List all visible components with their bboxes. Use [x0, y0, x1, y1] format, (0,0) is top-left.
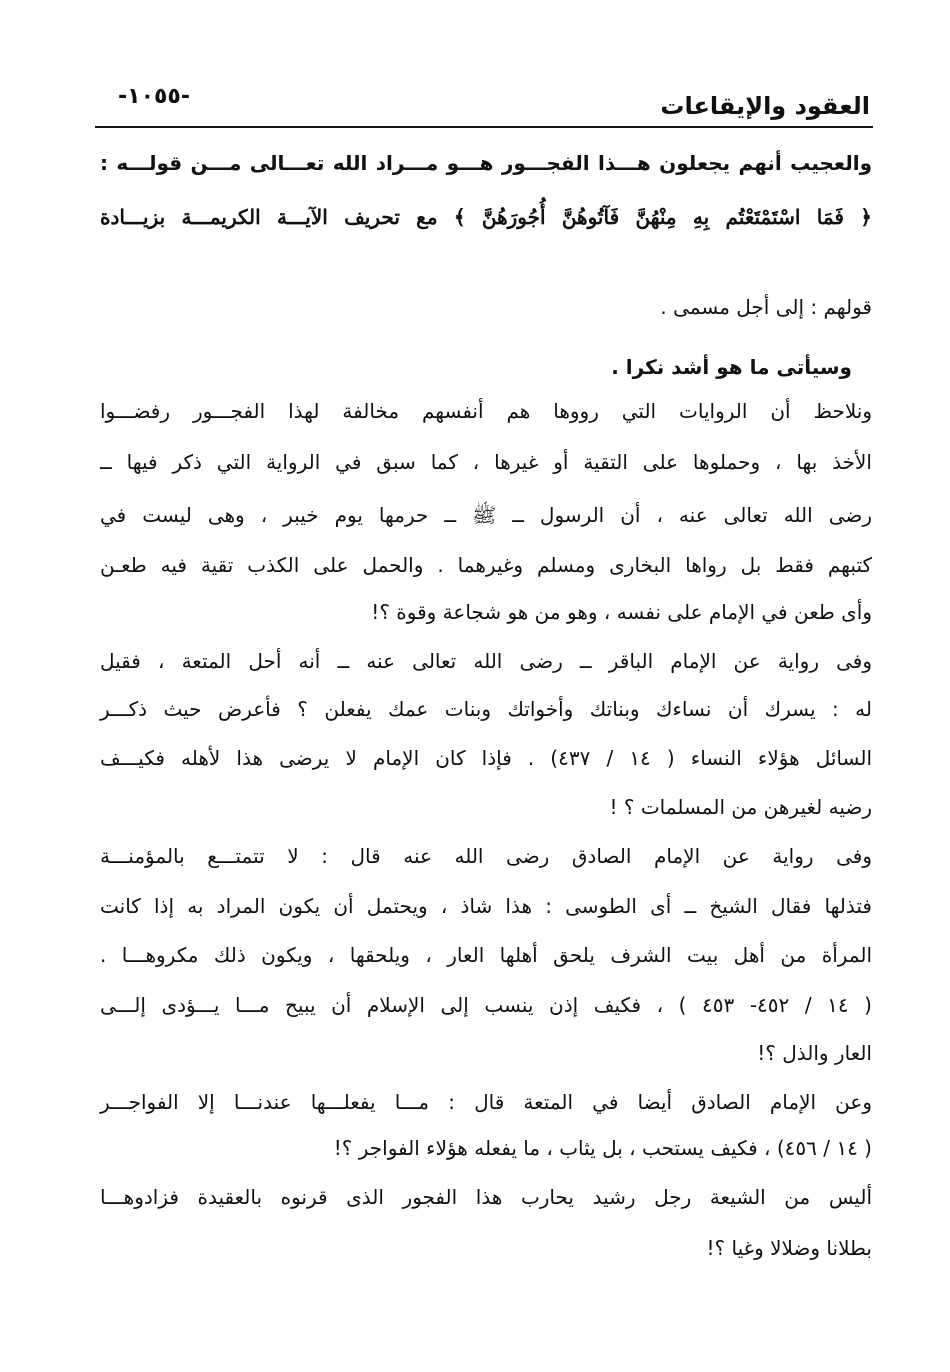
text-line: وسيأتى ما هو أشد نكرا . [611, 355, 852, 379]
text-line: والعجيب أنهم يجعلون هـــذا الفجـــور هـــو مـــراد الله تعـــالى مـــن قولـــه : [100, 151, 872, 175]
text-line: الأخذ بها ، وحملوها على التقية أو غيرها ، كما سبق في الرواية التي ذكر فيها ــ [100, 450, 872, 474]
text-line: ( ١٤ / ٤٥٦) ، فكيف يستحب ، بل يثاب ، ما يفعله هؤلاء الفواجر ؟! [333, 1136, 872, 1160]
text-line: وأى طعن في الإمام على نفسه ، وهو من هو شجاعة وقوة ؟! [371, 600, 872, 624]
text-line: وعن الإمام الصادق أيضا في المتعة قال : مـــا يفعلـــها عندنـــا إلا الفواجـــر [100, 1090, 872, 1114]
page-number: -١٠٥٥- [118, 84, 190, 109]
text-line: المرأة من أهل بيت الشرف يلحق أهلها العار ، ويلحقها ، ويكون ذلك مكروهـــا . [100, 943, 872, 967]
text-line: رضى الله تعالى عنه ، أن الرسول ــ ﷺ ــ حرمها يوم خيبر ، وهى ليست في [100, 503, 872, 527]
text-line: ( ١٤ / ٤٥٢- ٤٥٣ ) ، فكيف إذن ينسب إلى الإسلام أن يبيح مـــا يـــؤدى إلـــى [100, 993, 872, 1017]
text-line: وفى رواية عن الإمام الصادق رضى الله عنه قال : لا تتمتـــع بالمؤمنـــة [100, 844, 872, 868]
text-line: وفى رواية عن الإمام الباقر ــ رضى الله تعالى عنه ــ أنه أحل المتعة ، فقيل [100, 649, 872, 673]
text-line: العار والذل ؟! [757, 1041, 872, 1065]
text-line: السائل هؤلاء النساء ( ١٤ / ٤٣٧) . فإذا كان الإمام لا يرضى هذا لأهله فكيـــف [100, 746, 873, 770]
header-rule [95, 126, 873, 128]
quran-verse-line: ﴿ فَمَا اسْتَمْتَعْتُم بِهِ مِنْهُنَّ فَآتُوهُنَّ أُجُورَهُنَّ ﴾ مع تحريف الآيـــة الكريمـــة بزيـــادة [100, 205, 872, 229]
text-line: فتذلها فقال الشيخ ــ أى الطوسى : هذا شاذ ، ويحتمل أن يكون المراد به إذا كانت [100, 894, 872, 918]
text-line: أليس من الشيعة رجل رشيد يحارب هذا الفجور الذى قرنوه بالعقيدة فزادوهـــا [100, 1185, 872, 1209]
text-line: له : يسرك أن نساءك وبناتك وأخواتك وبنات عمك يفعلن ؟ فأعرض حيث ذكـــر [100, 697, 872, 721]
running-header-title: العقود والإيقاعات [660, 92, 870, 120]
text-line: كتبهم فقط بل رواها البخارى ومسلم وغيرهما . والحمل على الكذب تقية فيه طعـن [100, 553, 872, 577]
text-line: ونلاحظ أن الروايات التي رووها هم أنفسهم مخالفة لهذا الفجـــور رفضـــوا [100, 399, 872, 423]
text-line: بطلانا وضلالا وغيا ؟! [706, 1236, 872, 1260]
text-line: رضيه لغيرهن من المسلمات ؟ ! [609, 795, 872, 819]
text-line: قولهم : إلى أجل مسمى . [660, 295, 872, 319]
